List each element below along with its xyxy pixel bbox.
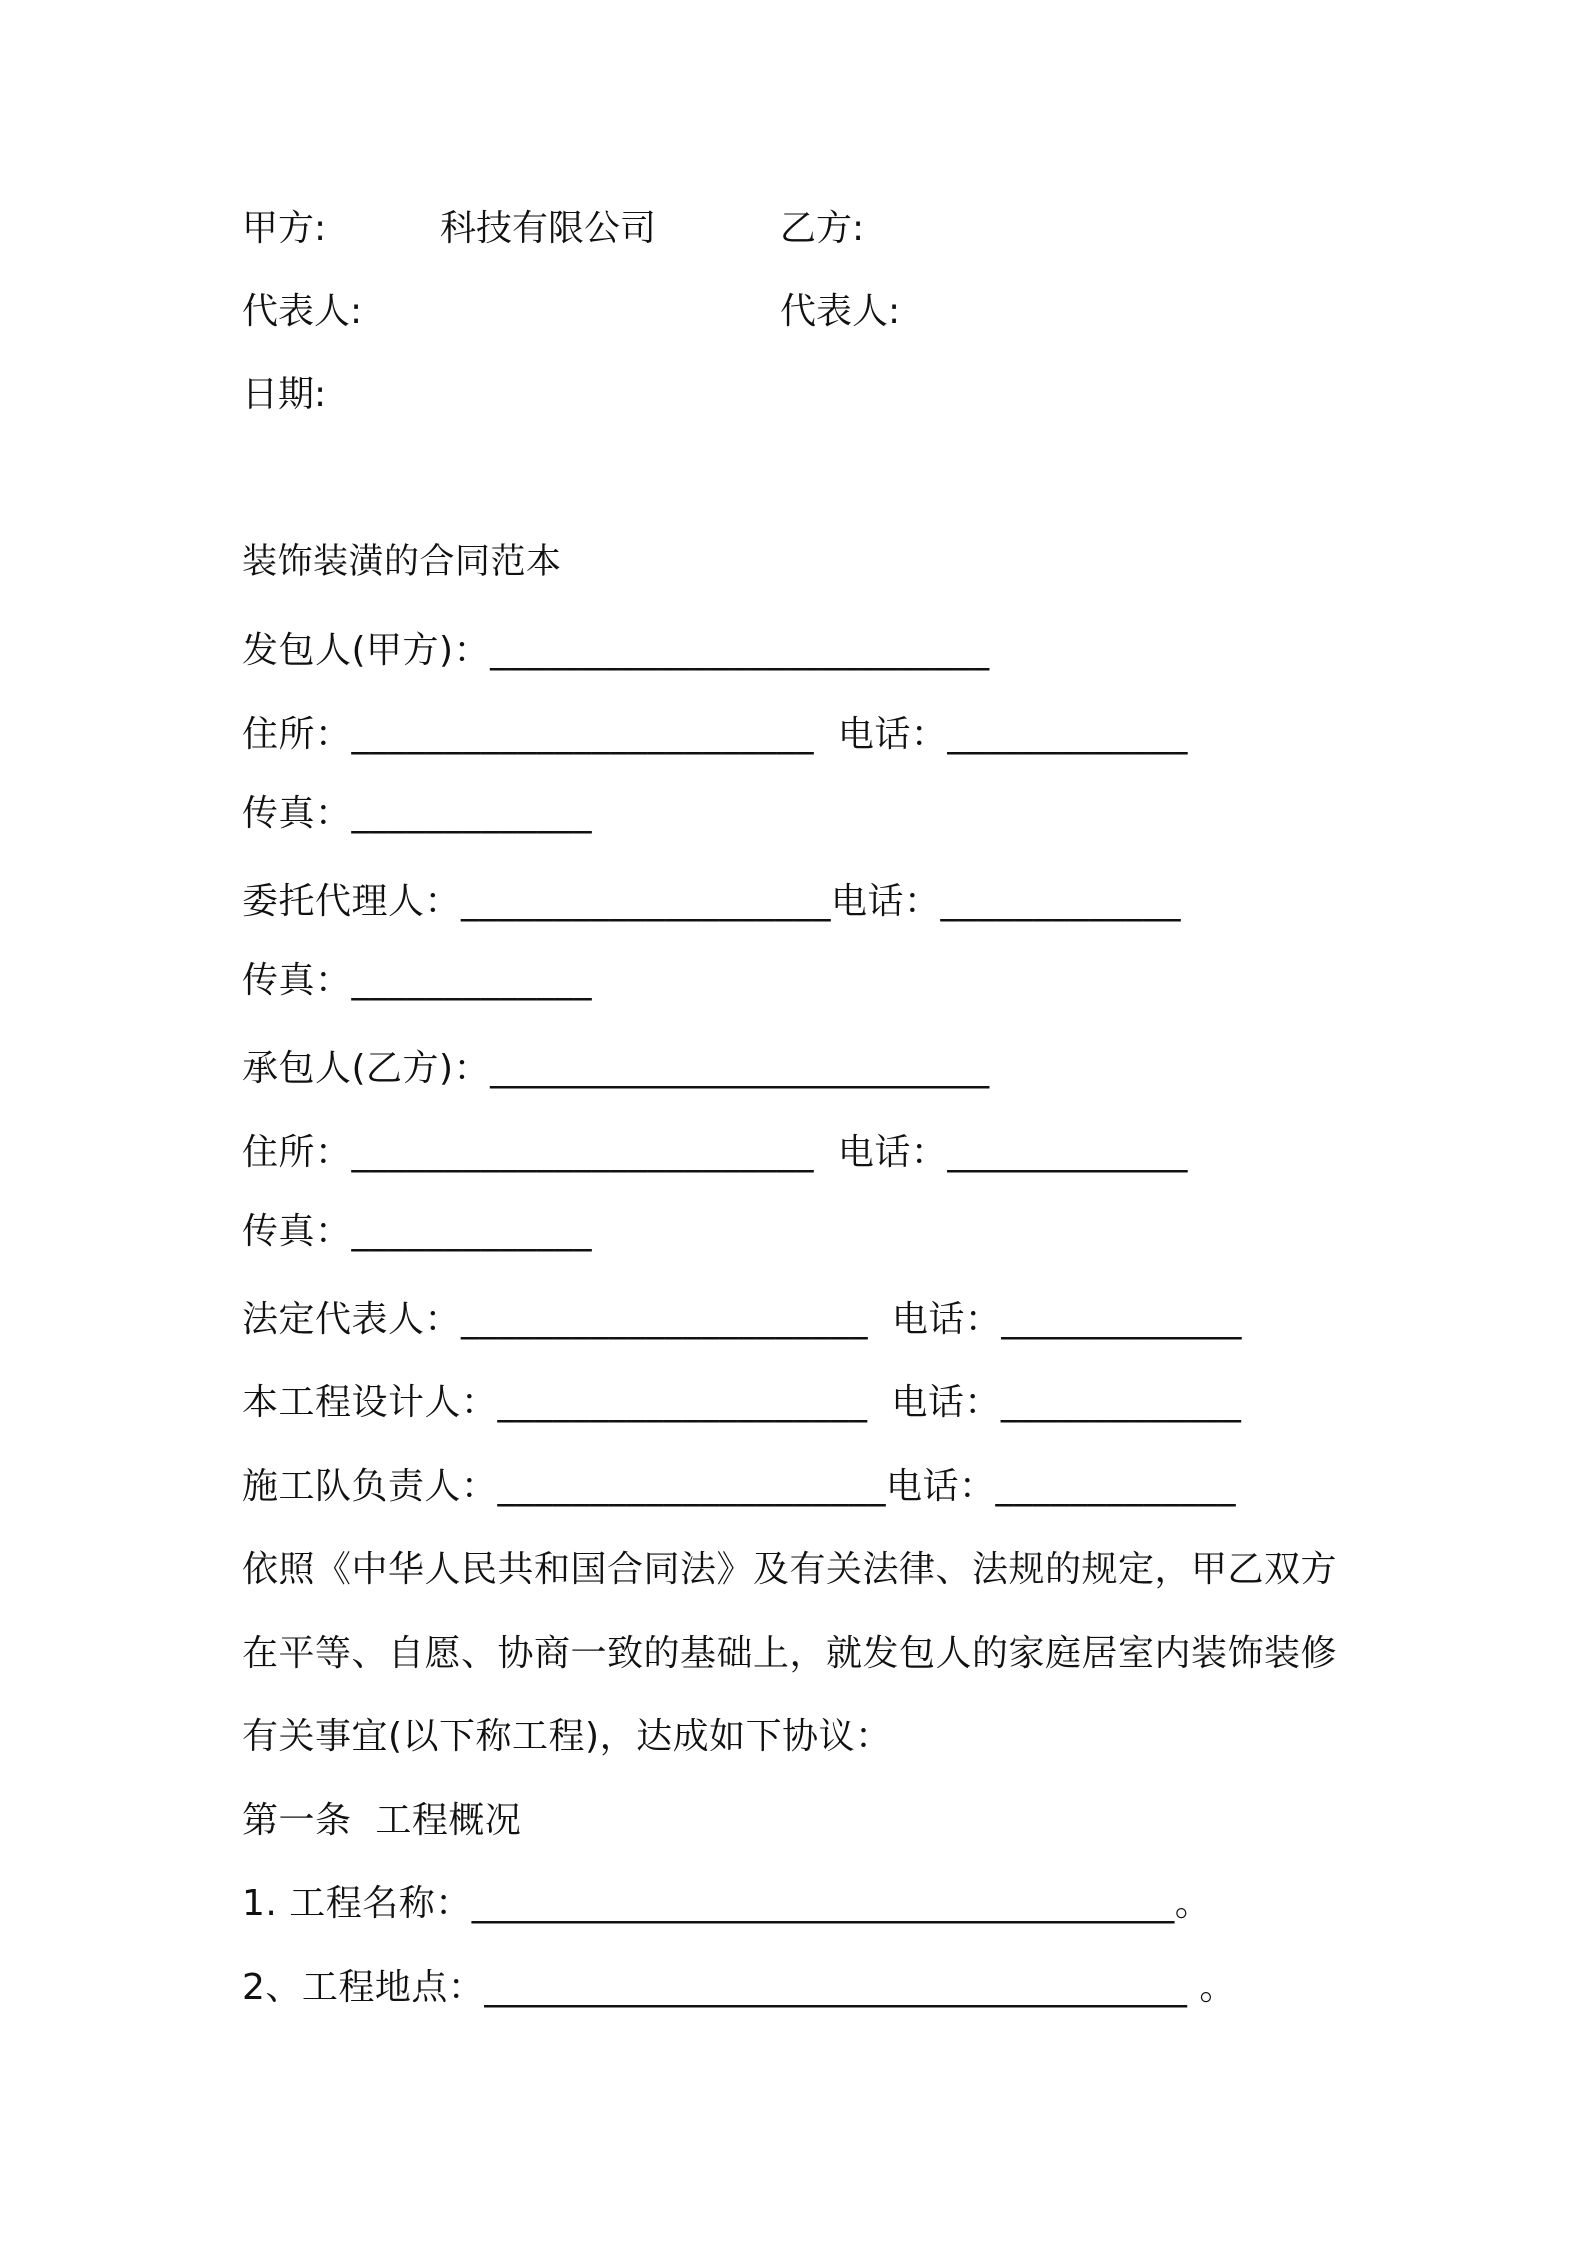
party-a-name: 科技有限公司: [440, 208, 657, 249]
party-b-label: 乙方:: [780, 208, 865, 249]
line-employer: 发包人(甲方)：___________________________: [242, 630, 990, 671]
rep-b-label: 代表人:: [780, 291, 901, 332]
line-designer: 本工程设计人：____________________ 电话：_____________: [242, 1382, 1242, 1423]
project-location-line: 2、工程地点：______________________________________ 。: [242, 1967, 1236, 2008]
line-construction-lead: 施工队负责人：_____________________电话：_____________: [242, 1466, 1237, 1507]
paragraph-line-2: 在平等、自愿、协商一致的基础上，就发包人的家庭居室内装饰装修: [242, 1633, 1338, 1674]
document-title: 装饰装潢的合同范本: [242, 542, 562, 582]
rep-a-label: 代表人:: [242, 291, 363, 332]
line-contractor-fax: 传真：_____________: [242, 1211, 593, 1252]
line-employer-fax: 传真：_____________: [242, 793, 593, 834]
paragraph-line-3: 有关事宜(以下称工程)，达成如下协议：: [242, 1716, 892, 1757]
line-contractor-address: 住所：_________________________ 电话：_____________: [242, 1132, 1188, 1173]
date-label: 日期:: [242, 374, 327, 415]
paragraph-line-1: 依照《中华人民共和国合同法》及有关法律、法规的规定，甲乙双方: [242, 1549, 1338, 1590]
project-name-line: 1. 工程名称：______________________________________。: [242, 1883, 1212, 1924]
party-a-label: 甲方:: [242, 208, 327, 249]
line-employer-address: 住所：_________________________ 电话：_____________: [242, 714, 1188, 755]
line-contractor: 承包人(乙方)：___________________________: [242, 1048, 990, 1089]
line-legal-rep: 法定代表人：______________________ 电话：_____________: [242, 1299, 1242, 1340]
line-agent: 委托代理人：____________________电话：_____________: [242, 881, 1182, 922]
line-agent-fax: 传真：_____________: [242, 960, 593, 1001]
article-1-heading: 第一条 工程概况: [242, 1800, 522, 1841]
